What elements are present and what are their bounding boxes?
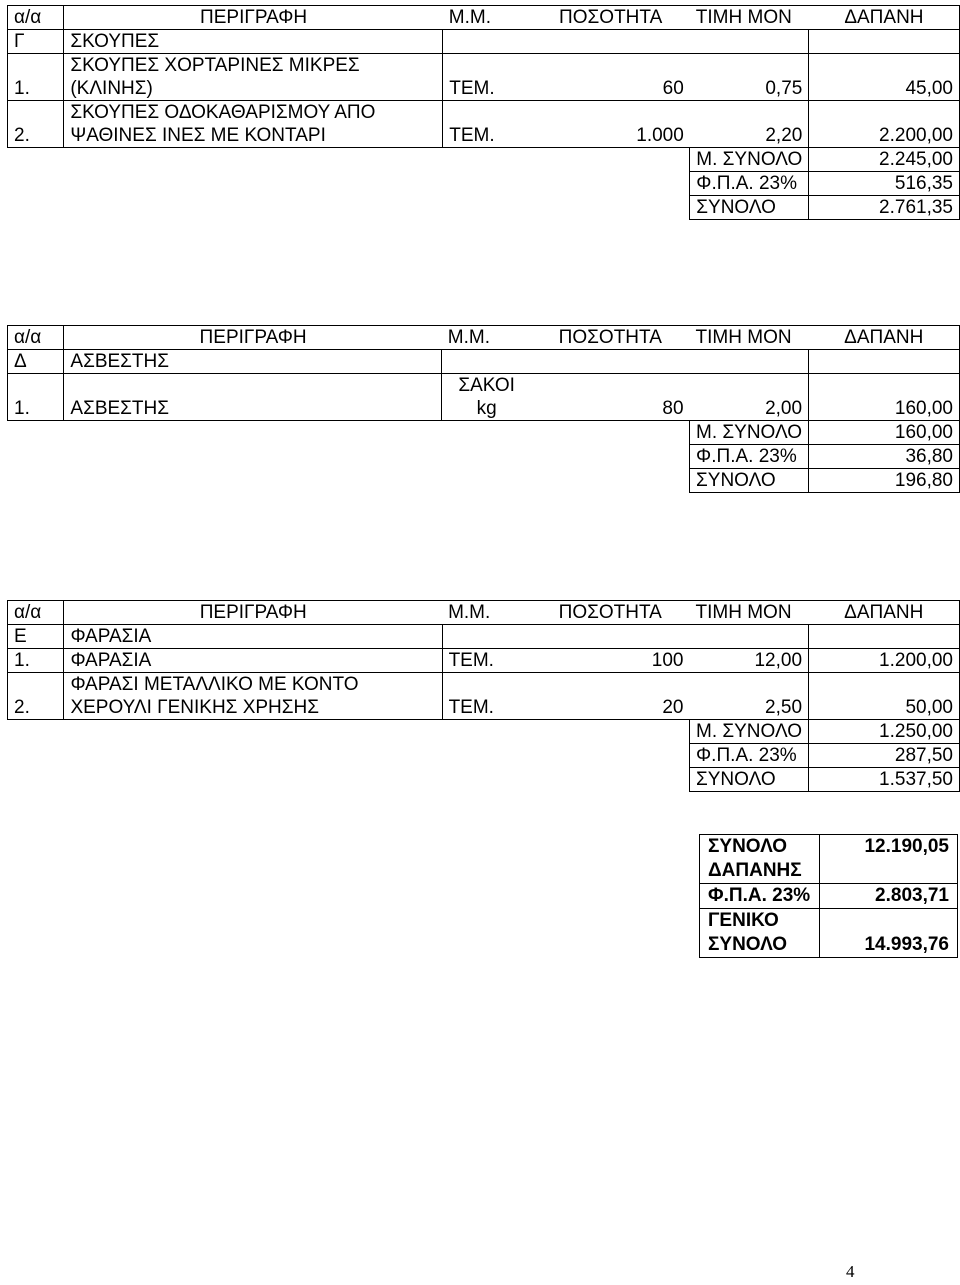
item-price: 2,00: [690, 374, 809, 421]
vat-row: [8, 172, 960, 196]
item-desc: ΣΚΟΥΠΕΣ ΟΔΟΚΑΘΑΡΙΣΜΟΥ ΑΠΟ ΨΑΘΙΝΕΣ ΙΝΕΣ ΜΕ ΚΟΝΤΑΡΙ: [64, 101, 443, 148]
col-price-header: ΤΙΜΗ ΜΟΝ: [690, 6, 809, 30]
subtotal-label: Μ. ΣΥΝΟΛΟ: [690, 421, 809, 445]
vat-label: Φ.Π.Α. 23%: [690, 172, 809, 196]
item-no: 2.: [8, 101, 64, 148]
item-desc: ΦΑΡΑΣΙΑ: [64, 649, 442, 673]
subtotal-row: [8, 148, 960, 172]
item-qty: 100: [531, 649, 690, 673]
section-title: ΣΚΟΥΠΕΣ: [64, 30, 443, 54]
section-code: Γ: [8, 30, 64, 54]
item-price: 12,00: [690, 649, 809, 673]
total-label: ΣΥΝΟΛΟ: [690, 768, 809, 792]
table-row: [8, 54, 960, 101]
table-row: [8, 101, 960, 148]
total-row: [8, 768, 960, 792]
grand-total-value: 14.993,76: [820, 909, 958, 958]
total-label: ΣΥΝΟΛΟ: [690, 196, 809, 220]
col-no-header: α/α: [8, 326, 64, 350]
total-value: 1.537,50: [809, 768, 960, 792]
col-cost-header: ΔΑΠΑΝΗ: [809, 326, 960, 350]
section-title-row: [8, 350, 960, 374]
item-no: 1.: [8, 649, 64, 673]
grand-cost-row: [700, 835, 958, 884]
subtotal-row: [8, 421, 960, 445]
item-qty: 20: [531, 673, 690, 720]
grand-total-row: [700, 909, 958, 958]
item-price: 2,50: [690, 673, 809, 720]
page-number: 4: [846, 1262, 855, 1281]
grand-total-label: ΓΕΝΙΚΟ ΣΥΝΟΛΟ: [700, 909, 820, 958]
vat-row: [8, 744, 960, 768]
table-row: [8, 374, 960, 421]
grand-vat-label: Φ.Π.Α. 23%: [700, 884, 820, 909]
total-row: [8, 196, 960, 220]
item-unit: ΤΕΜ.: [442, 649, 531, 673]
grand-total-table: [699, 834, 958, 958]
vat-label: Φ.Π.Α. 23%: [690, 744, 809, 768]
col-no-header: α/α: [8, 601, 64, 625]
item-cost: 1.200,00: [809, 649, 960, 673]
col-desc-header: ΠΕΡΙΓΡΑΦΗ: [64, 6, 443, 30]
item-cost: 50,00: [809, 673, 960, 720]
col-unit-header: Μ.Μ.: [442, 326, 531, 350]
vat-label: Φ.Π.Α. 23%: [690, 445, 809, 469]
col-cost-header: ΔΑΠΑΝΗ: [809, 6, 960, 30]
vat-value: 287,50: [809, 744, 960, 768]
item-no: 1.: [8, 374, 64, 421]
subtotal-label: Μ. ΣΥΝΟΛΟ: [690, 720, 809, 744]
vat-value: 36,80: [809, 445, 960, 469]
col-no-header: α/α: [8, 6, 64, 30]
item-no: 1.: [8, 54, 64, 101]
section-title: ΦΑΡΑΣΙΑ: [64, 625, 442, 649]
section-title: ΑΣΒΕΣΤΗΣ: [64, 350, 442, 374]
col-price-header: ΤΙΜΗ ΜΟΝ: [690, 326, 809, 350]
col-qty-header: ΠΟΣΟΤΗΤΑ: [531, 601, 690, 625]
section-g-table: [7, 5, 960, 220]
vat-value: 516,35: [809, 172, 960, 196]
grand-cost-label: ΣΥΝΟΛΟ ΔΑΠΑΝΗΣ: [700, 835, 820, 884]
total-value: 196,80: [809, 469, 960, 493]
col-unit-header: Μ.Μ.: [443, 6, 532, 30]
item-qty: 1.000: [532, 101, 690, 148]
col-price-header: ΤΙΜΗ ΜΟΝ: [690, 601, 809, 625]
grand-cost-value: 12.190,05: [820, 835, 958, 884]
col-qty-header: ΠΟΣΟΤΗΤΑ: [531, 326, 689, 350]
item-cost: 2.200,00: [809, 101, 960, 148]
item-unit: ΤΕΜ.: [443, 54, 532, 101]
subtotal-row: [8, 720, 960, 744]
item-unit: ΤΕΜ.: [442, 673, 531, 720]
subtotal-label: Μ. ΣΥΝΟΛΟ: [690, 148, 809, 172]
col-qty-header: ΠΟΣΟΤΗΤΑ: [532, 6, 690, 30]
header-row: [8, 601, 960, 625]
header-row: [8, 326, 960, 350]
item-cost: 160,00: [809, 374, 960, 421]
item-qty: 60: [662, 78, 684, 99]
header-row: [8, 6, 960, 30]
item-desc: ΦΑΡΑΣΙ ΜΕΤΑΛΛΙΚΟ ΜΕ ΚΟΝΤΟ ΧΕΡΟΥΛΙ ΓΕΝΙΚΗΣ ΧΡΗΣΗΣ: [64, 673, 442, 720]
item-unit: ΤΕΜ.: [443, 101, 532, 148]
grand-vat-row: [700, 884, 958, 909]
total-label: ΣΥΝΟΛΟ: [690, 469, 809, 493]
item-price: 2,20: [690, 101, 809, 148]
total-value: 2.761,35: [809, 196, 960, 220]
section-code: Ε: [8, 625, 64, 649]
grand-vat-value: 2.803,71: [820, 884, 958, 909]
col-desc-header: ΠΕΡΙΓΡΑΦΗ: [64, 601, 442, 625]
item-unit: ΣΑΚΟΙ kg: [442, 374, 531, 421]
table-row: [8, 673, 960, 720]
section-code: Δ: [8, 350, 64, 374]
section-title-row: [8, 30, 960, 54]
subtotal-value: 2.245,00: [809, 148, 960, 172]
section-d-table: [7, 325, 960, 493]
item-price: 0,75: [765, 78, 803, 99]
item-no: 2.: [8, 673, 64, 720]
subtotal-value: 1.250,00: [809, 720, 960, 744]
vat-row: [8, 445, 960, 469]
section-title-row: [8, 625, 960, 649]
total-row: [8, 469, 960, 493]
col-cost-header: ΔΑΠΑΝΗ: [809, 601, 960, 625]
table-row: [8, 649, 960, 673]
col-desc-header: ΠΕΡΙΓΡΑΦΗ: [64, 326, 442, 350]
item-desc: ΑΣΒΕΣΤΗΣ: [64, 374, 442, 421]
subtotal-value: 160,00: [809, 421, 960, 445]
section-e-table: [7, 600, 960, 792]
item-cost: 45,00: [809, 54, 960, 101]
item-desc: ΣΚΟΥΠΕΣ ΧΟΡΤΑΡΙΝΕΣ ΜΙΚΡΕΣ (ΚΛΙΝΗΣ): [70, 55, 360, 99]
item-qty: 80: [531, 374, 689, 421]
col-unit-header: Μ.Μ.: [442, 601, 531, 625]
